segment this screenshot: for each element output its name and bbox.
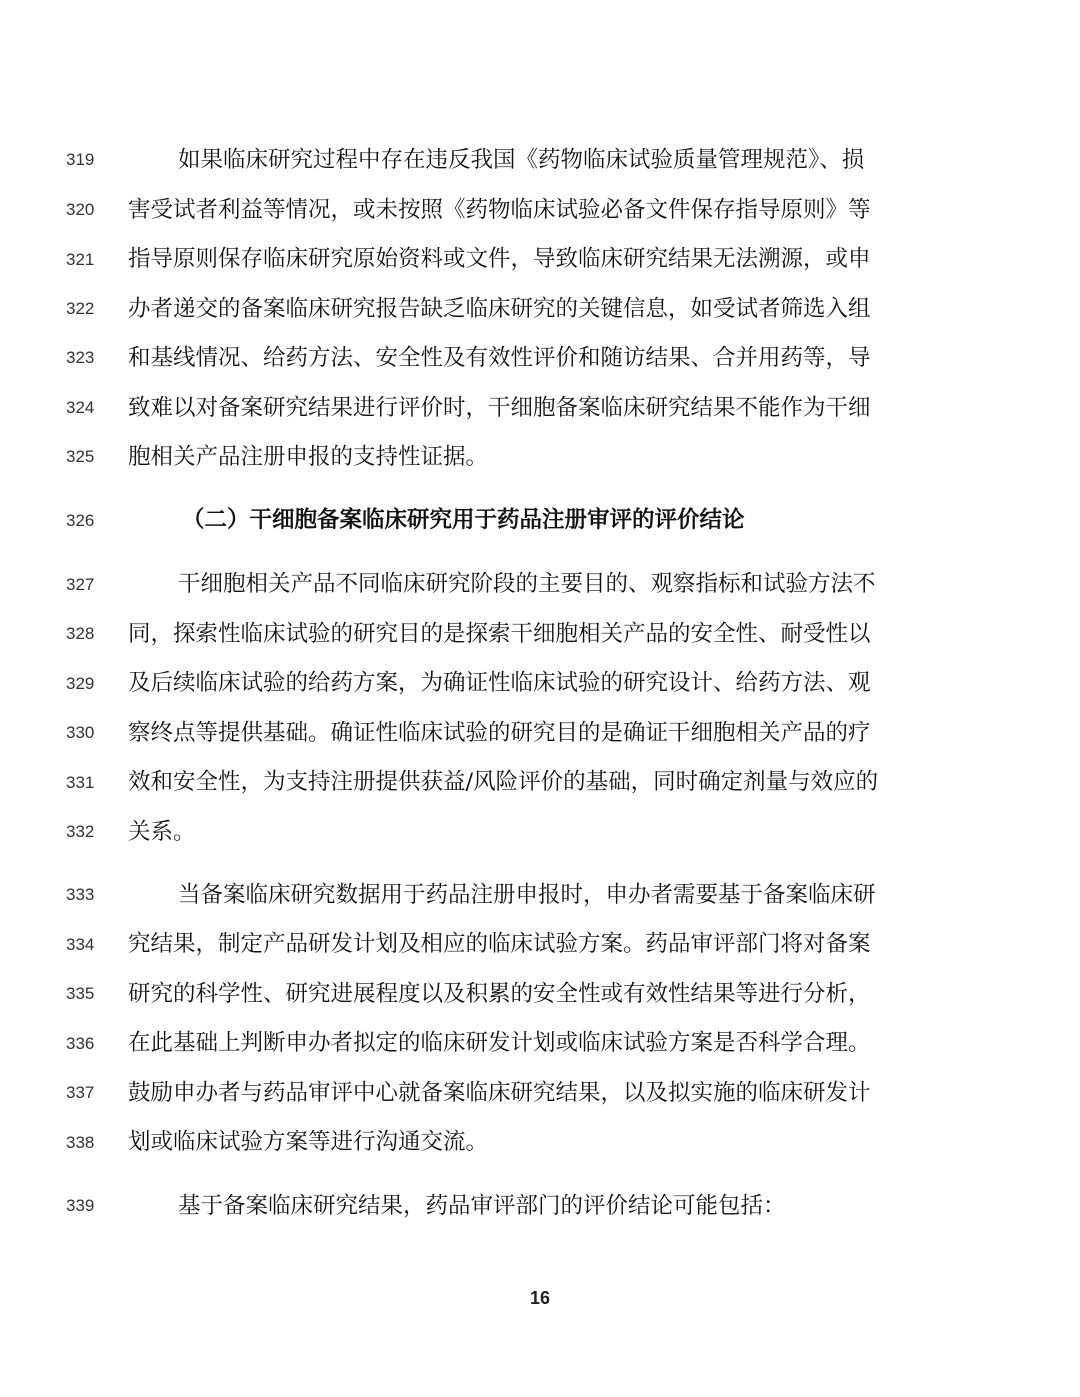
line-number: 336 <box>66 1034 95 1053</box>
line-number: 324 <box>66 398 95 417</box>
line-number: 335 <box>66 984 95 1003</box>
paragraph-line: 害受试者利益等情况，或未按照《药物临床试验必备文件保存指导原则》等 <box>128 197 871 223</box>
line-number: 329 <box>66 674 95 693</box>
section-heading: （二）干细胞备案临床研究用于药品注册审评的评价结论 <box>182 507 745 533</box>
page-number: 16 <box>529 1288 551 1308</box>
line-number: 333 <box>66 885 95 904</box>
paragraph-line: 关系。 <box>128 819 196 845</box>
line-number: 322 <box>66 299 95 318</box>
paragraph-line: 胞相关产品注册申报的支持性证据。 <box>128 444 489 470</box>
paragraph-line: 究结果，制定产品研发计划及相应的临床试验方案。药品审评部门将对备案 <box>128 931 871 957</box>
line-number: 319 <box>66 150 95 169</box>
line-number: 323 <box>66 348 95 367</box>
line-number: 325 <box>66 447 95 466</box>
line-number: 334 <box>66 935 95 954</box>
paragraph-line: 如果临床研究过程中存在违反我国《药物临床试验质量管理规范》、损 <box>178 147 865 173</box>
paragraph-line: 效和安全性，为支持注册提供获益/风险评价的基础，同时确定剂量与效应的 <box>128 769 879 795</box>
paragraph-line: 划或临床试验方案等进行沟通交流。 <box>128 1129 489 1155</box>
paragraph-line: 研究的科学性、研究进展程度以及积累的安全性或有效性结果等进行分析， <box>128 981 871 1007</box>
paragraph-line: 致难以对备案研究结果进行评价时，干细胞备案临床研究结果不能作为干细 <box>128 395 871 421</box>
line-number: 331 <box>66 773 95 792</box>
paragraph-line: 鼓励申办者与药品审评中心就备案临床研究结果，以及拟实施的临床研发计 <box>128 1080 871 1106</box>
line-number: 332 <box>66 822 95 841</box>
paragraph-line: 当备案临床研究数据用于药品注册申报时，申办者需要基于备案临床研 <box>178 882 876 908</box>
line-number: 339 <box>66 1196 95 1215</box>
paragraph-line: 和基线情况、给药方法、安全性及有效性评价和随访结果、合并用药等，导 <box>128 345 871 371</box>
paragraph-line: 同，探索性临床试验的研究目的是探索干细胞相关产品的安全性、耐受性以 <box>128 621 871 647</box>
line-number: 337 <box>66 1083 95 1102</box>
line-number: 321 <box>66 250 95 269</box>
paragraph-line: 干细胞相关产品不同临床研究阶段的主要目的、观察指标和试验方法不 <box>178 571 876 597</box>
paragraph-line: 办者递交的备案临床研究报告缺乏临床研究的关键信息，如受试者筛选入组 <box>128 296 871 322</box>
line-number: 328 <box>66 624 95 643</box>
line-number: 338 <box>66 1133 95 1152</box>
paragraph-line: 基于备案临床研究结果，药品审评部门的评价结论可能包括： <box>178 1193 786 1219</box>
line-number: 327 <box>66 575 95 594</box>
paragraph-line: 指导原则保存临床研究原始资料或文件，导致临床研究结果无法溯源，或申 <box>128 246 871 272</box>
line-number: 320 <box>66 200 95 219</box>
line-number: 326 <box>66 511 95 530</box>
paragraph-line: 及后续临床试验的给药方案，为确证性临床试验的研究设计、给药方法、观 <box>128 670 871 696</box>
line-number: 330 <box>66 723 95 742</box>
paragraph-line: 在此基础上判断申办者拟定的临床研发计划或临床试验方案是否科学合理。 <box>128 1030 871 1056</box>
paragraph-line: 察终点等提供基础。确证性临床试验的研究目的是确证干细胞相关产品的疗 <box>128 720 871 746</box>
